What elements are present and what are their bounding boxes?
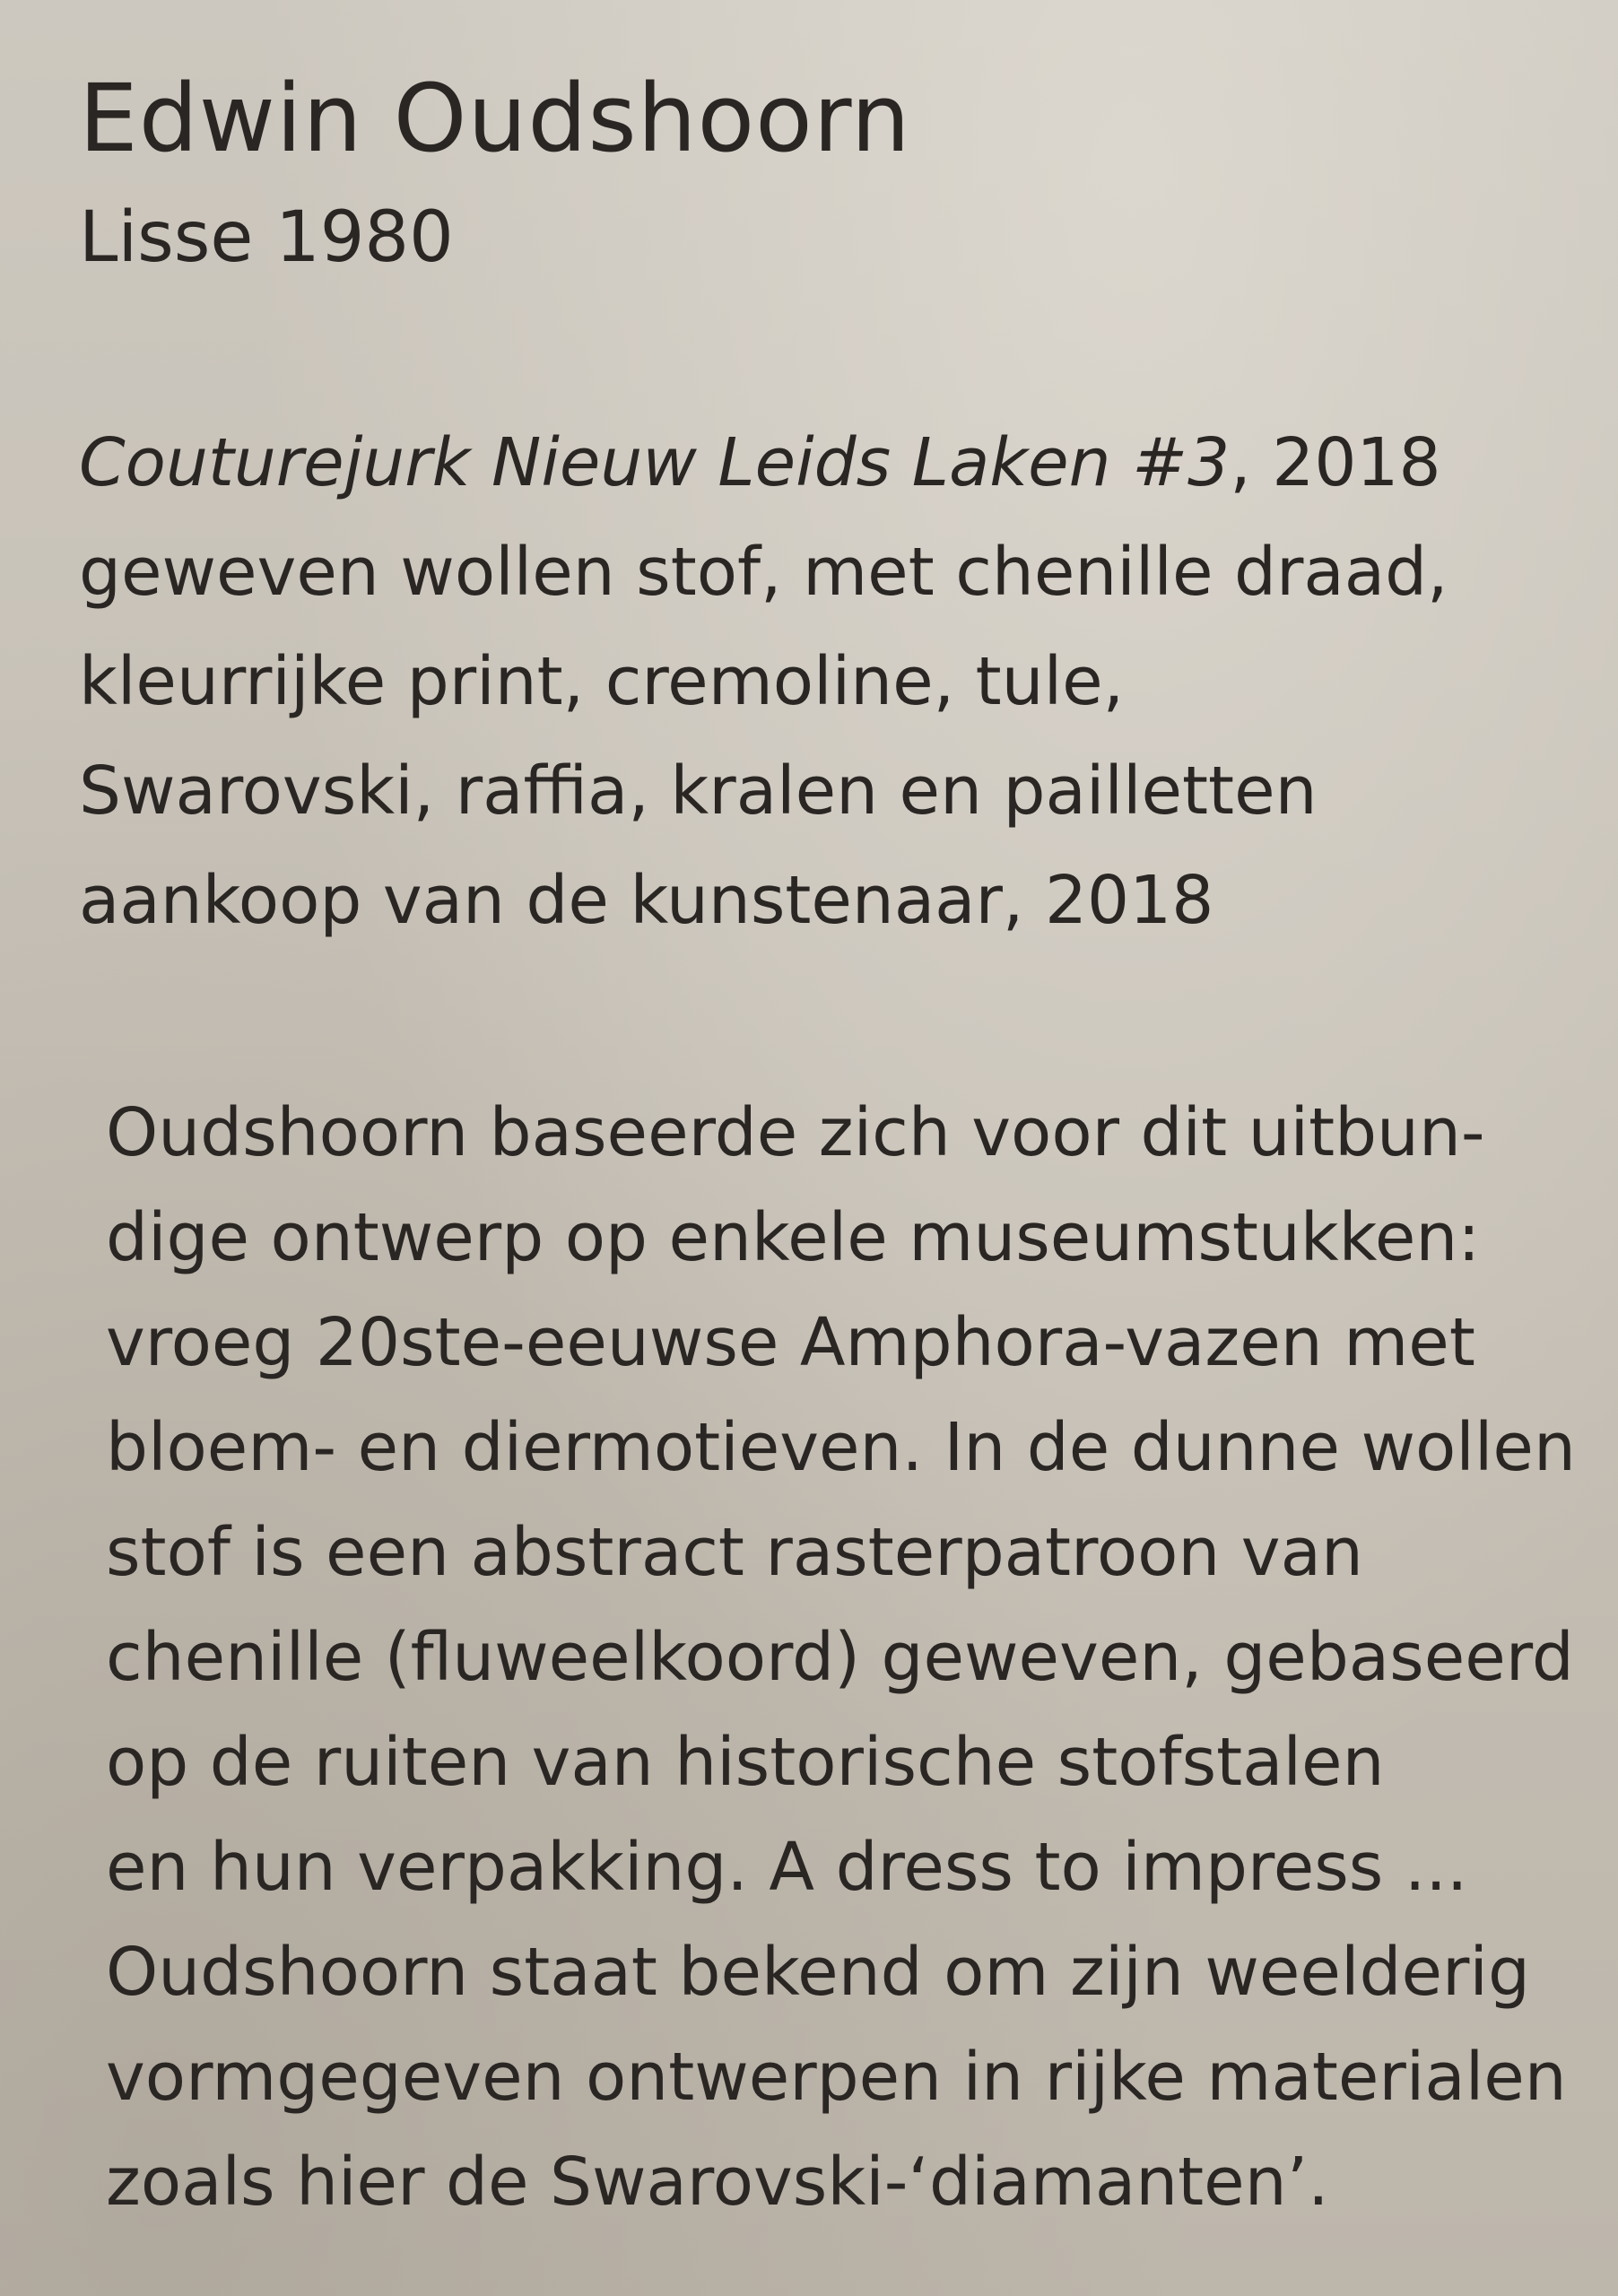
description-line: vroeg 20ste-eeuwse Amphora-vazen met <box>106 1304 1475 1381</box>
artwork-title-line <box>79 408 1448 517</box>
description-line: Oudshoorn baseerde zich voor dit uitbun- <box>106 1094 1485 1171</box>
materials-line: kleurrijke print, cremoline, tule, <box>79 643 1125 720</box>
description-line: chenille (fluweelkoord) geweven, gebaseerd <box>106 1619 1574 1696</box>
artwork-details <box>79 408 1448 955</box>
materials-line: Swarovski, raffia, kralen en pailletten <box>79 752 1318 830</box>
artwork-year: , 2018 <box>1230 424 1441 501</box>
acquisition-line: aankoop van de kunstenaar, 2018 <box>79 862 1214 939</box>
description-text <box>106 1081 1576 2235</box>
description-line: vormgegeven ontwerpen in rijke materialen <box>106 2039 1567 2116</box>
artist-origin: Lisse 1980 <box>79 197 454 278</box>
materials-line: geweven wollen stof, met chenille draad, <box>79 534 1448 611</box>
description-line: zoals hier de Swarovski-‘diamanten’. <box>106 2144 1329 2221</box>
description-line: bloem- en diermotieven. In de dunne wollen <box>106 1409 1576 1486</box>
description-line: en hun verpakking. A dress to impress ... <box>106 1829 1468 1906</box>
description-line: stof is een abstract rasterpatroon van <box>106 1514 1363 1591</box>
description-line: dige ontwerp op enkele museumstukken: <box>106 1199 1481 1276</box>
description-line: op de ruiten van historische stofstalen <box>106 1724 1385 1801</box>
artwork-title: Couturejurk Nieuw Leids Laken #3 <box>79 424 1231 501</box>
artist-name: Edwin Oudshoorn <box>79 64 911 173</box>
description-line: Oudshoorn staat bekend om zijn weelderig <box>106 1934 1530 2011</box>
